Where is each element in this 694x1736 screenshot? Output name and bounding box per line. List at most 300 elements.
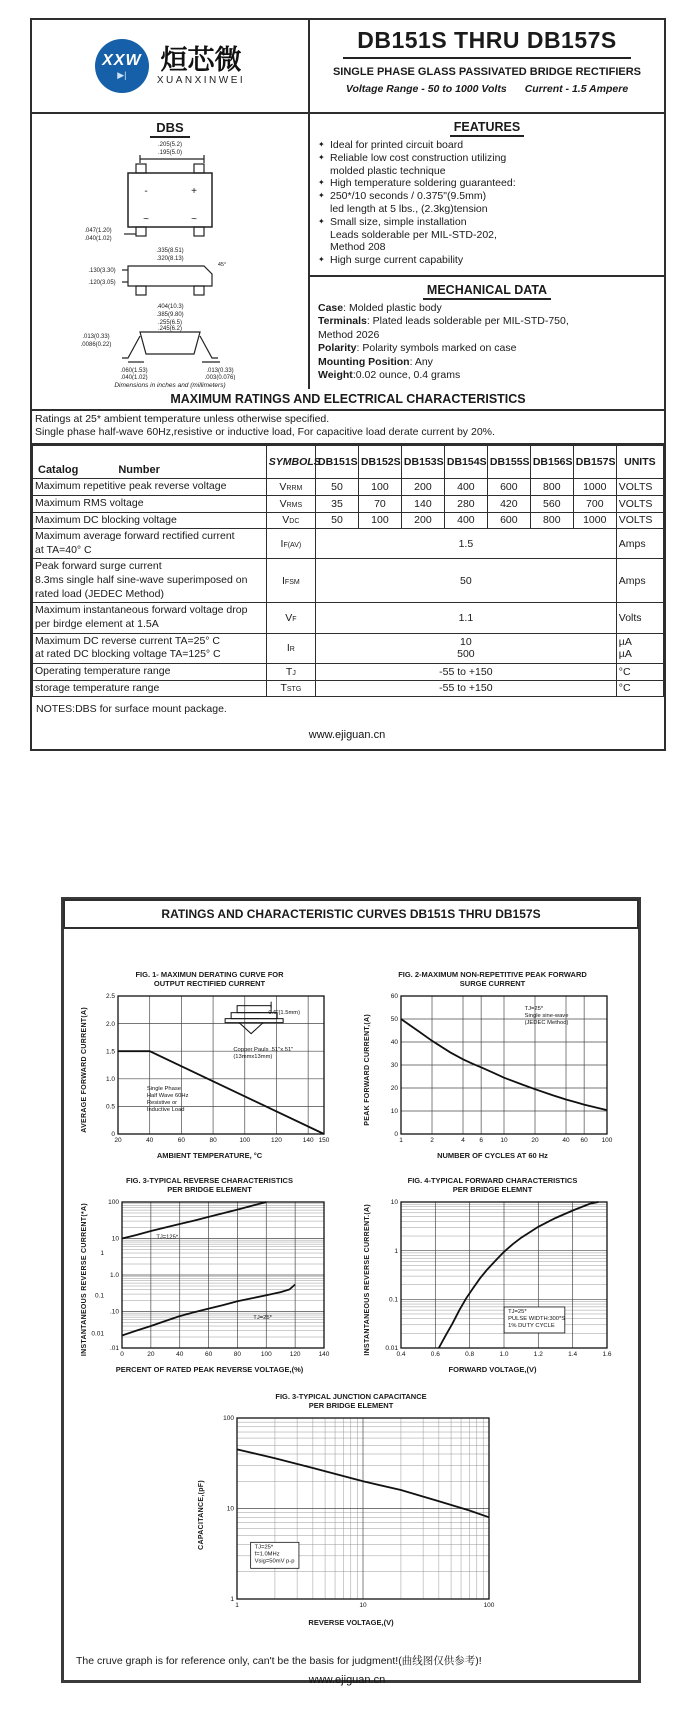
feature-item xyxy=(318,190,656,203)
svg-text:40: 40 xyxy=(176,1351,184,1358)
annotation-text: TJ=25* xyxy=(254,1544,273,1551)
units-cell: VOLTS xyxy=(616,495,663,512)
chart-body xyxy=(81,990,338,1150)
svg-text:60: 60 xyxy=(580,1137,588,1144)
bullet-icon: ✦ xyxy=(318,255,325,265)
row-label xyxy=(33,663,267,680)
chart-title-line: OUTPUT RECTIFIED CURRENT xyxy=(153,979,266,988)
value-line: 10 xyxy=(460,636,472,649)
chart-body xyxy=(364,990,621,1150)
dim-body-width-min: .245(6.2) xyxy=(157,326,183,332)
x-axis-label: REVERSE VOLTAGE,(V) xyxy=(308,1618,394,1627)
svg-text:20: 20 xyxy=(390,1085,398,1093)
chart-title xyxy=(135,970,283,988)
table-row xyxy=(33,529,664,559)
features-section xyxy=(310,114,664,277)
svg-text:10: 10 xyxy=(500,1137,508,1144)
feature-text-continued: Method 208 xyxy=(330,241,386,254)
units-cell: VOLTS xyxy=(616,512,663,529)
x-axis-label: NUMBER OF CYCLES AT 60 Hz xyxy=(437,1151,548,1160)
svg-text:100: 100 xyxy=(239,1137,251,1144)
chart-title-line: FIG. 2-MAXIMUM NON-REPETITIVE PEAK FORWARD xyxy=(398,970,587,979)
feature-text: Ideal for printed circuit board xyxy=(330,139,464,151)
dim-foot-max: .013(0.33) xyxy=(206,368,234,374)
svg-text:60: 60 xyxy=(177,1137,186,1144)
chart-title-line: PER BRIDGE ELEMENT xyxy=(167,1185,252,1194)
table-row xyxy=(33,603,664,633)
units-cell xyxy=(616,633,663,663)
header-model-DB154S: DB154S xyxy=(444,446,487,479)
value-cell: 140 xyxy=(401,495,444,512)
grid-minor xyxy=(122,1204,324,1337)
svg-text:1.6: 1.6 xyxy=(602,1351,612,1358)
value-cell: 100 xyxy=(358,512,401,529)
ratings-condition-2: Single phase half-wave 60Hz,resistive or inductive load, For capacitive load derate current by 20%. xyxy=(35,426,495,439)
svg-text:0.01: 0.01 xyxy=(385,1345,398,1353)
value-cell: 400 xyxy=(444,479,487,496)
svg-text:2.0: 2.0 xyxy=(105,1020,115,1028)
value-cell: 1000 xyxy=(573,512,616,529)
annotation-text: TJ=25* xyxy=(524,1005,544,1012)
svg-text:140: 140 xyxy=(318,1351,330,1358)
svg-text:0.6: 0.6 xyxy=(430,1351,440,1358)
header-model-DB157S: DB157S xyxy=(573,446,616,479)
feature-text: 250*/10 seconds / 0.375"(9.5mm) xyxy=(330,190,487,203)
figure-5-junction-capacitance xyxy=(171,1392,531,1627)
chart-canvas xyxy=(88,1196,338,1364)
voltage-range: Voltage Range - 50 to 1000 Volts xyxy=(345,83,507,95)
row-symbol: VRRM xyxy=(266,479,315,496)
mounting-inset-drawing xyxy=(225,1002,283,1034)
figure-3-reverse-characteristics xyxy=(68,1176,351,1374)
y-axis-label: AVERAGE FORWARD CURRENT(A) xyxy=(81,1007,88,1133)
value-cell: 280 xyxy=(444,495,487,512)
value-cell-span xyxy=(315,633,616,663)
annotation-text: Resistive or xyxy=(146,1099,178,1106)
chart-title xyxy=(408,1176,578,1194)
chart-canvas xyxy=(205,1412,505,1617)
plot-border xyxy=(118,996,324,1134)
mechanical-line: Polarity: Polarity symbols marked on case xyxy=(318,342,517,355)
value-cell: 800 xyxy=(530,479,573,496)
svg-text:100: 100 xyxy=(222,1415,234,1423)
y-axis-label: PEAK FORWARD CURRENT,(A) xyxy=(364,1014,371,1126)
unit-line: µA xyxy=(618,636,632,649)
svg-text:1: 1 xyxy=(234,1602,239,1609)
row-label-line: Maximum repetitive peak reverse voltage xyxy=(35,480,227,493)
table-row xyxy=(33,559,664,603)
svg-text:30: 30 xyxy=(390,1062,398,1070)
table-row xyxy=(33,663,664,680)
row-label-line: at TA=40° C xyxy=(35,543,92,556)
row-label xyxy=(33,559,267,603)
feature-text: High surge current capability xyxy=(330,254,464,267)
chart-title-line: FIG. 4-TYPICAL FORWARD CHARACTERISTICS xyxy=(407,1176,578,1185)
value-cell: 50 xyxy=(315,512,358,529)
row-symbol: TJ xyxy=(266,663,315,680)
table-row xyxy=(33,633,664,663)
diode-icon: ▶| xyxy=(117,69,127,80)
bullet-icon: ✦ xyxy=(318,191,325,201)
svg-text:2: 2 xyxy=(430,1137,434,1144)
row-label xyxy=(33,603,267,633)
logo-xxw-text: XXW xyxy=(102,51,142,69)
mechanical-label: Weight xyxy=(318,369,353,382)
chart-title xyxy=(126,1176,293,1194)
units-cell: VOLTS xyxy=(616,479,663,496)
feature-text: Small size, simple installation xyxy=(330,215,467,228)
title-block xyxy=(310,20,664,112)
feature-text: High temperature soldering guaranteed: xyxy=(330,177,516,190)
svg-text:140: 140 xyxy=(302,1137,314,1144)
x-axis-label: FORWARD VOLTAGE,(V) xyxy=(448,1365,537,1374)
header-units: UNITS xyxy=(616,446,663,479)
logo-romanized-name: XUANXINWEI xyxy=(156,75,246,87)
annotation-text: 1% DUTY CYCLE xyxy=(508,1322,555,1329)
value-line: 500 xyxy=(457,648,475,661)
dim-pin-width-max: .047(1.20) xyxy=(84,228,112,234)
row-label-line: Maximum instantaneous forward voltage drop xyxy=(35,604,248,617)
svg-text:20: 20 xyxy=(114,1137,122,1144)
ratings-condition-1: Ratings at 25* ambient temperature unless otherwise specified. xyxy=(35,413,330,425)
datasheet-page-2 xyxy=(61,897,641,1683)
value-cell: 100 xyxy=(358,479,401,496)
y-axis-label: CAPACITANCE,(pF) xyxy=(197,1479,205,1550)
chart-canvas xyxy=(88,990,338,1150)
header-model-DB155S: DB155S xyxy=(487,446,530,479)
logo-wordmark xyxy=(157,46,245,86)
svg-text:1.0: 1.0 xyxy=(105,1076,115,1083)
row-symbol: VRMS xyxy=(266,495,315,512)
row-label-line: Operating temperature range xyxy=(35,664,171,677)
svg-text:10: 10 xyxy=(358,1602,367,1609)
device-description: SINGLE PHASE GLASS PASSIVATED BRIDGE RECTIFIERS xyxy=(332,66,642,78)
dim-side-width-max: .335(8.51) xyxy=(156,248,184,254)
chart-title xyxy=(398,970,587,988)
mechanical-line: Weight:0.02 ounce, 0.4 grams xyxy=(318,369,461,382)
svg-text:1.0: 1.0 xyxy=(109,1272,119,1280)
row-label xyxy=(33,633,267,663)
charts-grid xyxy=(64,928,638,1390)
chart-body xyxy=(198,1412,505,1617)
dim-side-width-min: .320(8.13) xyxy=(156,256,184,262)
annotation-text: (13mmx13mm) xyxy=(233,1054,273,1061)
header-catalog-number xyxy=(33,446,267,479)
svg-text:20: 20 xyxy=(147,1351,155,1358)
curves-disclaimer: The cruve graph is for reference only, can't be the basis for judgment!(曲线图仅供参考)! xyxy=(76,1655,482,1667)
tick-labels xyxy=(223,1415,495,1609)
row-label-line: 8.3ms single half sine-wave superimposed on xyxy=(35,574,248,587)
table-header-row xyxy=(33,446,664,479)
chart-canvas xyxy=(371,1196,621,1364)
row-label-line: at rated DC blocking voltage TA=125° C xyxy=(35,648,221,661)
svg-text:1.2: 1.2 xyxy=(533,1351,543,1358)
header-catalog-number-inner xyxy=(35,447,264,477)
units-cell: °C xyxy=(616,680,663,697)
value-cell: 1000 xyxy=(573,479,616,496)
current-rating: Current - 1.5 Ampere xyxy=(524,83,629,95)
value-cell: 35 xyxy=(315,495,358,512)
svg-text:100: 100 xyxy=(601,1137,613,1144)
chart-body xyxy=(364,1196,621,1364)
row-symbol: IF(AV) xyxy=(266,529,315,559)
feature-text-continued: molded plastic technique xyxy=(330,164,446,177)
mechanical-list xyxy=(318,302,656,383)
value-cell: 200 xyxy=(401,479,444,496)
ac-mark-1: ~ xyxy=(143,214,149,225)
mechanical-line: Mounting Position: Any xyxy=(318,355,433,368)
svg-text:50: 50 xyxy=(390,1016,398,1024)
curves-section-heading: RATINGS AND CHARACTERISTIC CURVES DB151S THRU DB157S xyxy=(63,899,639,929)
row-label xyxy=(33,495,267,512)
svg-text:10: 10 xyxy=(390,1199,398,1207)
svg-text:60: 60 xyxy=(204,1351,213,1358)
svg-text:1: 1 xyxy=(394,1247,398,1255)
company-logo xyxy=(32,20,310,112)
mechanical-line: Case: Molded plastic body xyxy=(318,301,442,314)
annotation-text: Copper Pauls .51"x.51" xyxy=(233,1047,294,1054)
dim-side-height-min: .120(3.05) xyxy=(88,280,116,286)
x-axis-label: AMBIENT TEMPERATURE, °C xyxy=(156,1151,263,1160)
annotation-text: Single Phase xyxy=(146,1085,182,1092)
feature-item xyxy=(318,139,656,152)
row-label-line: Maximum DC reverse current TA=25° C xyxy=(35,634,220,647)
row-label-line: Maximum DC blocking voltage xyxy=(35,513,177,526)
dim-lead-width-max: .060(1.53) xyxy=(120,368,148,374)
page1-footer-url[interactable]: www.ejiguan.cn xyxy=(308,729,386,741)
row-symbol: IR xyxy=(266,633,315,663)
svg-text:0.01: 0.01 xyxy=(91,1330,104,1338)
svg-text:120: 120 xyxy=(271,1137,282,1144)
svg-text:0: 0 xyxy=(394,1131,398,1139)
svg-text:40: 40 xyxy=(146,1137,154,1144)
svg-text:0.1: 0.1 xyxy=(94,1292,104,1300)
part-number-title: DB151S THRU DB157S xyxy=(343,27,631,59)
grid-major xyxy=(118,996,324,1134)
annotation-text: f=1.0MHz xyxy=(254,1551,280,1558)
catalog-label: Catalog xyxy=(38,463,79,476)
value-cell: 200 xyxy=(401,512,444,529)
ratings-section-heading: MAXIMUM RATINGS AND ELECTRICAL CHARACTERISTICS xyxy=(32,389,664,411)
value-cell: 800 xyxy=(530,512,573,529)
logo-circle-icon xyxy=(95,39,149,93)
svg-text:.10: .10 xyxy=(109,1308,119,1316)
chart-title-line: FIG. 3-TYPICAL REVERSE CHARACTERISTICS xyxy=(126,1176,293,1185)
header-model-DB153S: DB153S xyxy=(401,446,444,479)
value-cell: 50 xyxy=(315,479,358,496)
y-axis-label: INSTANTANEOUS REVERSE CURRENT.(A) xyxy=(364,1204,371,1356)
annotation-text: TJ=25* xyxy=(253,1314,272,1321)
mechanical-line: Method 2026 xyxy=(318,328,380,341)
package-and-features-section xyxy=(32,114,664,389)
value-cell: 600 xyxy=(487,512,530,529)
value-cell: 400 xyxy=(444,512,487,529)
dim-bottom-width-max: .404(10.3) xyxy=(156,304,184,310)
value-cell: 560 xyxy=(530,495,573,512)
dim-standoff-min: .0086(0.22) xyxy=(80,342,112,348)
package-drawing-column xyxy=(32,114,310,389)
svg-text:1.4: 1.4 xyxy=(568,1351,578,1358)
x-axis-label: PERCENT OF RATED PEAK REVERSE VOLTAGE,(%) xyxy=(115,1365,304,1374)
polarity-minus-mark: - xyxy=(144,186,148,197)
datasheet-page-1 xyxy=(30,18,666,751)
row-label xyxy=(33,479,267,496)
row-label xyxy=(33,512,267,529)
header xyxy=(32,20,664,114)
units-cell: Volts xyxy=(616,603,663,633)
header-model-DB151S: DB151S xyxy=(315,446,358,479)
svg-text:60: 60 xyxy=(390,993,398,1001)
chart-title-line: SURGE CURRENT xyxy=(459,979,526,988)
dim-chamfer-angle: 45° xyxy=(217,262,227,268)
grid-major xyxy=(401,996,607,1134)
svg-text:1.5: 1.5 xyxy=(105,1048,115,1056)
units-cell: °C xyxy=(616,663,663,680)
row-symbol: TSTG xyxy=(266,680,315,697)
row-label-line: per birdge element at 1.5A xyxy=(35,618,159,631)
svg-text:80: 80 xyxy=(209,1137,217,1144)
chart-title-line: FIG. 1- MAXIMUN DERATING CURVE FOR xyxy=(135,970,284,979)
annotation-text: 0.6"(1.5mm) xyxy=(268,1009,301,1016)
feature-item xyxy=(318,254,656,267)
annotation-text: (JEDEC Method) xyxy=(524,1019,569,1026)
row-label-line: rated load (JEDEC Method) xyxy=(35,587,164,600)
svg-text:6: 6 xyxy=(479,1137,483,1144)
value-cell: 70 xyxy=(358,495,401,512)
features-heading: FEATURES xyxy=(318,120,656,134)
svg-text:100: 100 xyxy=(483,1602,494,1609)
feature-text: Reliable low cost construction utilizing xyxy=(330,151,507,164)
header-model-DB152S: DB152S xyxy=(358,446,401,479)
mechanical-label: Case xyxy=(318,301,344,314)
feature-item xyxy=(318,177,656,190)
mechanical-heading: MECHANICAL DATA xyxy=(318,283,656,297)
dimensions-caption: Dimensions in inches and (millimeters) xyxy=(114,382,226,389)
figure-1-derating-curve xyxy=(68,970,351,1160)
dim-lead-width-min: .040(1.02) xyxy=(120,375,148,380)
mechanical-line: Terminals: Plated leads solderable per MIL-STD-750, xyxy=(318,315,569,328)
bullet-icon: ✦ xyxy=(318,140,325,149)
row-label-line: Maximum average forward rectified current xyxy=(35,530,235,543)
svg-text:0.4: 0.4 xyxy=(396,1351,406,1358)
annotation-text: Inductive Load xyxy=(146,1106,185,1113)
logo-chinese-name: 烜芯微 xyxy=(160,44,242,75)
figure-2-surge-current xyxy=(351,970,634,1160)
package-outline-drawing xyxy=(36,138,304,380)
svg-text:100: 100 xyxy=(260,1351,272,1358)
table-row xyxy=(33,495,664,512)
tick-labels xyxy=(385,1199,612,1358)
header-model-DB156S: DB156S xyxy=(530,446,573,479)
row-label-line: Maximum RMS voltage xyxy=(35,496,144,509)
annotation-text: TJ=125* xyxy=(156,1234,179,1241)
row-symbol: VF xyxy=(266,603,315,633)
svg-text:1: 1 xyxy=(399,1137,403,1144)
number-label: Number xyxy=(118,463,160,476)
svg-text:100: 100 xyxy=(108,1199,119,1207)
figure-5-wrap xyxy=(64,1392,638,1643)
chart-title xyxy=(275,1392,426,1410)
mechanical-label: Mounting Position xyxy=(318,355,410,368)
chart-title-line: PER BRIDGE ELEMENT xyxy=(308,1401,394,1410)
dim-standoff-max: .013(0.33) xyxy=(82,334,110,340)
units-cell: Amps xyxy=(616,559,663,603)
row-symbol: VDC xyxy=(266,512,315,529)
svg-text:40: 40 xyxy=(562,1137,570,1144)
row-symbol: IFSM xyxy=(266,559,315,603)
annotation-text: Vsig=50mV p-p xyxy=(254,1558,294,1565)
svg-text:0: 0 xyxy=(120,1351,124,1358)
figure-4-forward-characteristics xyxy=(351,1176,634,1374)
chart-canvas xyxy=(371,990,621,1150)
annotation-text: TJ=25* xyxy=(508,1308,527,1315)
annotation-text: PULSE WIDTH:300*S xyxy=(508,1315,566,1322)
unit-line: µA xyxy=(618,648,632,661)
ac-mark-2: ~ xyxy=(191,214,197,225)
row-label xyxy=(33,680,267,697)
value-cell: 420 xyxy=(487,495,530,512)
feature-text-continued: led length at 5 lbs., (2.3kg)tension xyxy=(330,202,488,215)
dim-pin-width-min: .040(1.02) xyxy=(84,236,112,242)
package-name: DBS xyxy=(150,120,189,138)
dim-top-width-min: .195(5.0) xyxy=(157,150,183,156)
table-row xyxy=(33,680,664,697)
svg-text:10: 10 xyxy=(226,1505,234,1513)
svg-text:1: 1 xyxy=(100,1250,104,1258)
ratings-conditions xyxy=(32,411,664,445)
tick-labels xyxy=(391,993,613,1144)
dim-side-height-max: .130(3.30) xyxy=(88,268,116,274)
svg-text:0.1: 0.1 xyxy=(388,1296,398,1304)
svg-text:80: 80 xyxy=(233,1351,242,1358)
chart-title-line: FIG. 3-TYPICAL JUNCTION CAPACITANCE xyxy=(275,1392,427,1401)
dim-foot-min: .003(0.076) xyxy=(204,375,236,380)
svg-text:120: 120 xyxy=(289,1351,301,1358)
dim-body-width-max: .255(6.5) xyxy=(157,320,183,326)
svg-text:4: 4 xyxy=(461,1137,465,1144)
svg-text:40: 40 xyxy=(390,1039,398,1047)
value-cell-span: -55 to +150 xyxy=(315,663,616,680)
value-cell-span: -55 to +150 xyxy=(315,680,616,697)
value-cell-span: 1.5 xyxy=(315,529,616,559)
units-cell: Amps xyxy=(616,529,663,559)
features-mechanical-column xyxy=(310,114,664,389)
chart-title-line: PER BRIDGE ELEMNT xyxy=(452,1185,533,1194)
svg-text:1.0: 1.0 xyxy=(499,1351,509,1358)
svg-text:10: 10 xyxy=(390,1108,398,1116)
svg-text:0.8: 0.8 xyxy=(465,1351,475,1358)
svg-text:150: 150 xyxy=(318,1137,330,1144)
dim-bottom-width-min: .385(9.80) xyxy=(156,312,184,318)
mechanical-data-section xyxy=(310,277,664,389)
mechanical-label: Polarity xyxy=(318,342,357,355)
page2-footer-url[interactable]: www.ejiguan.cn xyxy=(308,1674,386,1686)
annotation-text: Single sine-wave xyxy=(524,1012,569,1019)
svg-text:1: 1 xyxy=(229,1596,234,1604)
svg-text:0.5: 0.5 xyxy=(105,1103,115,1111)
dim-top-width-max: .205(5.2) xyxy=(157,142,183,148)
svg-text:0: 0 xyxy=(111,1131,115,1139)
value-cell: 600 xyxy=(487,479,530,496)
bullet-icon: ✦ xyxy=(318,152,325,162)
table-notes: NOTES:DBS for surface mount package. xyxy=(36,703,227,716)
annotation-text: Half Wave 60Hz xyxy=(146,1092,189,1099)
polarity-plus-mark: + xyxy=(191,186,197,197)
header-symbols: SYMBOLS xyxy=(266,446,315,479)
feature-item xyxy=(318,152,656,165)
value-cell: 700 xyxy=(573,495,616,512)
svg-text:2.5: 2.5 xyxy=(105,993,115,1001)
